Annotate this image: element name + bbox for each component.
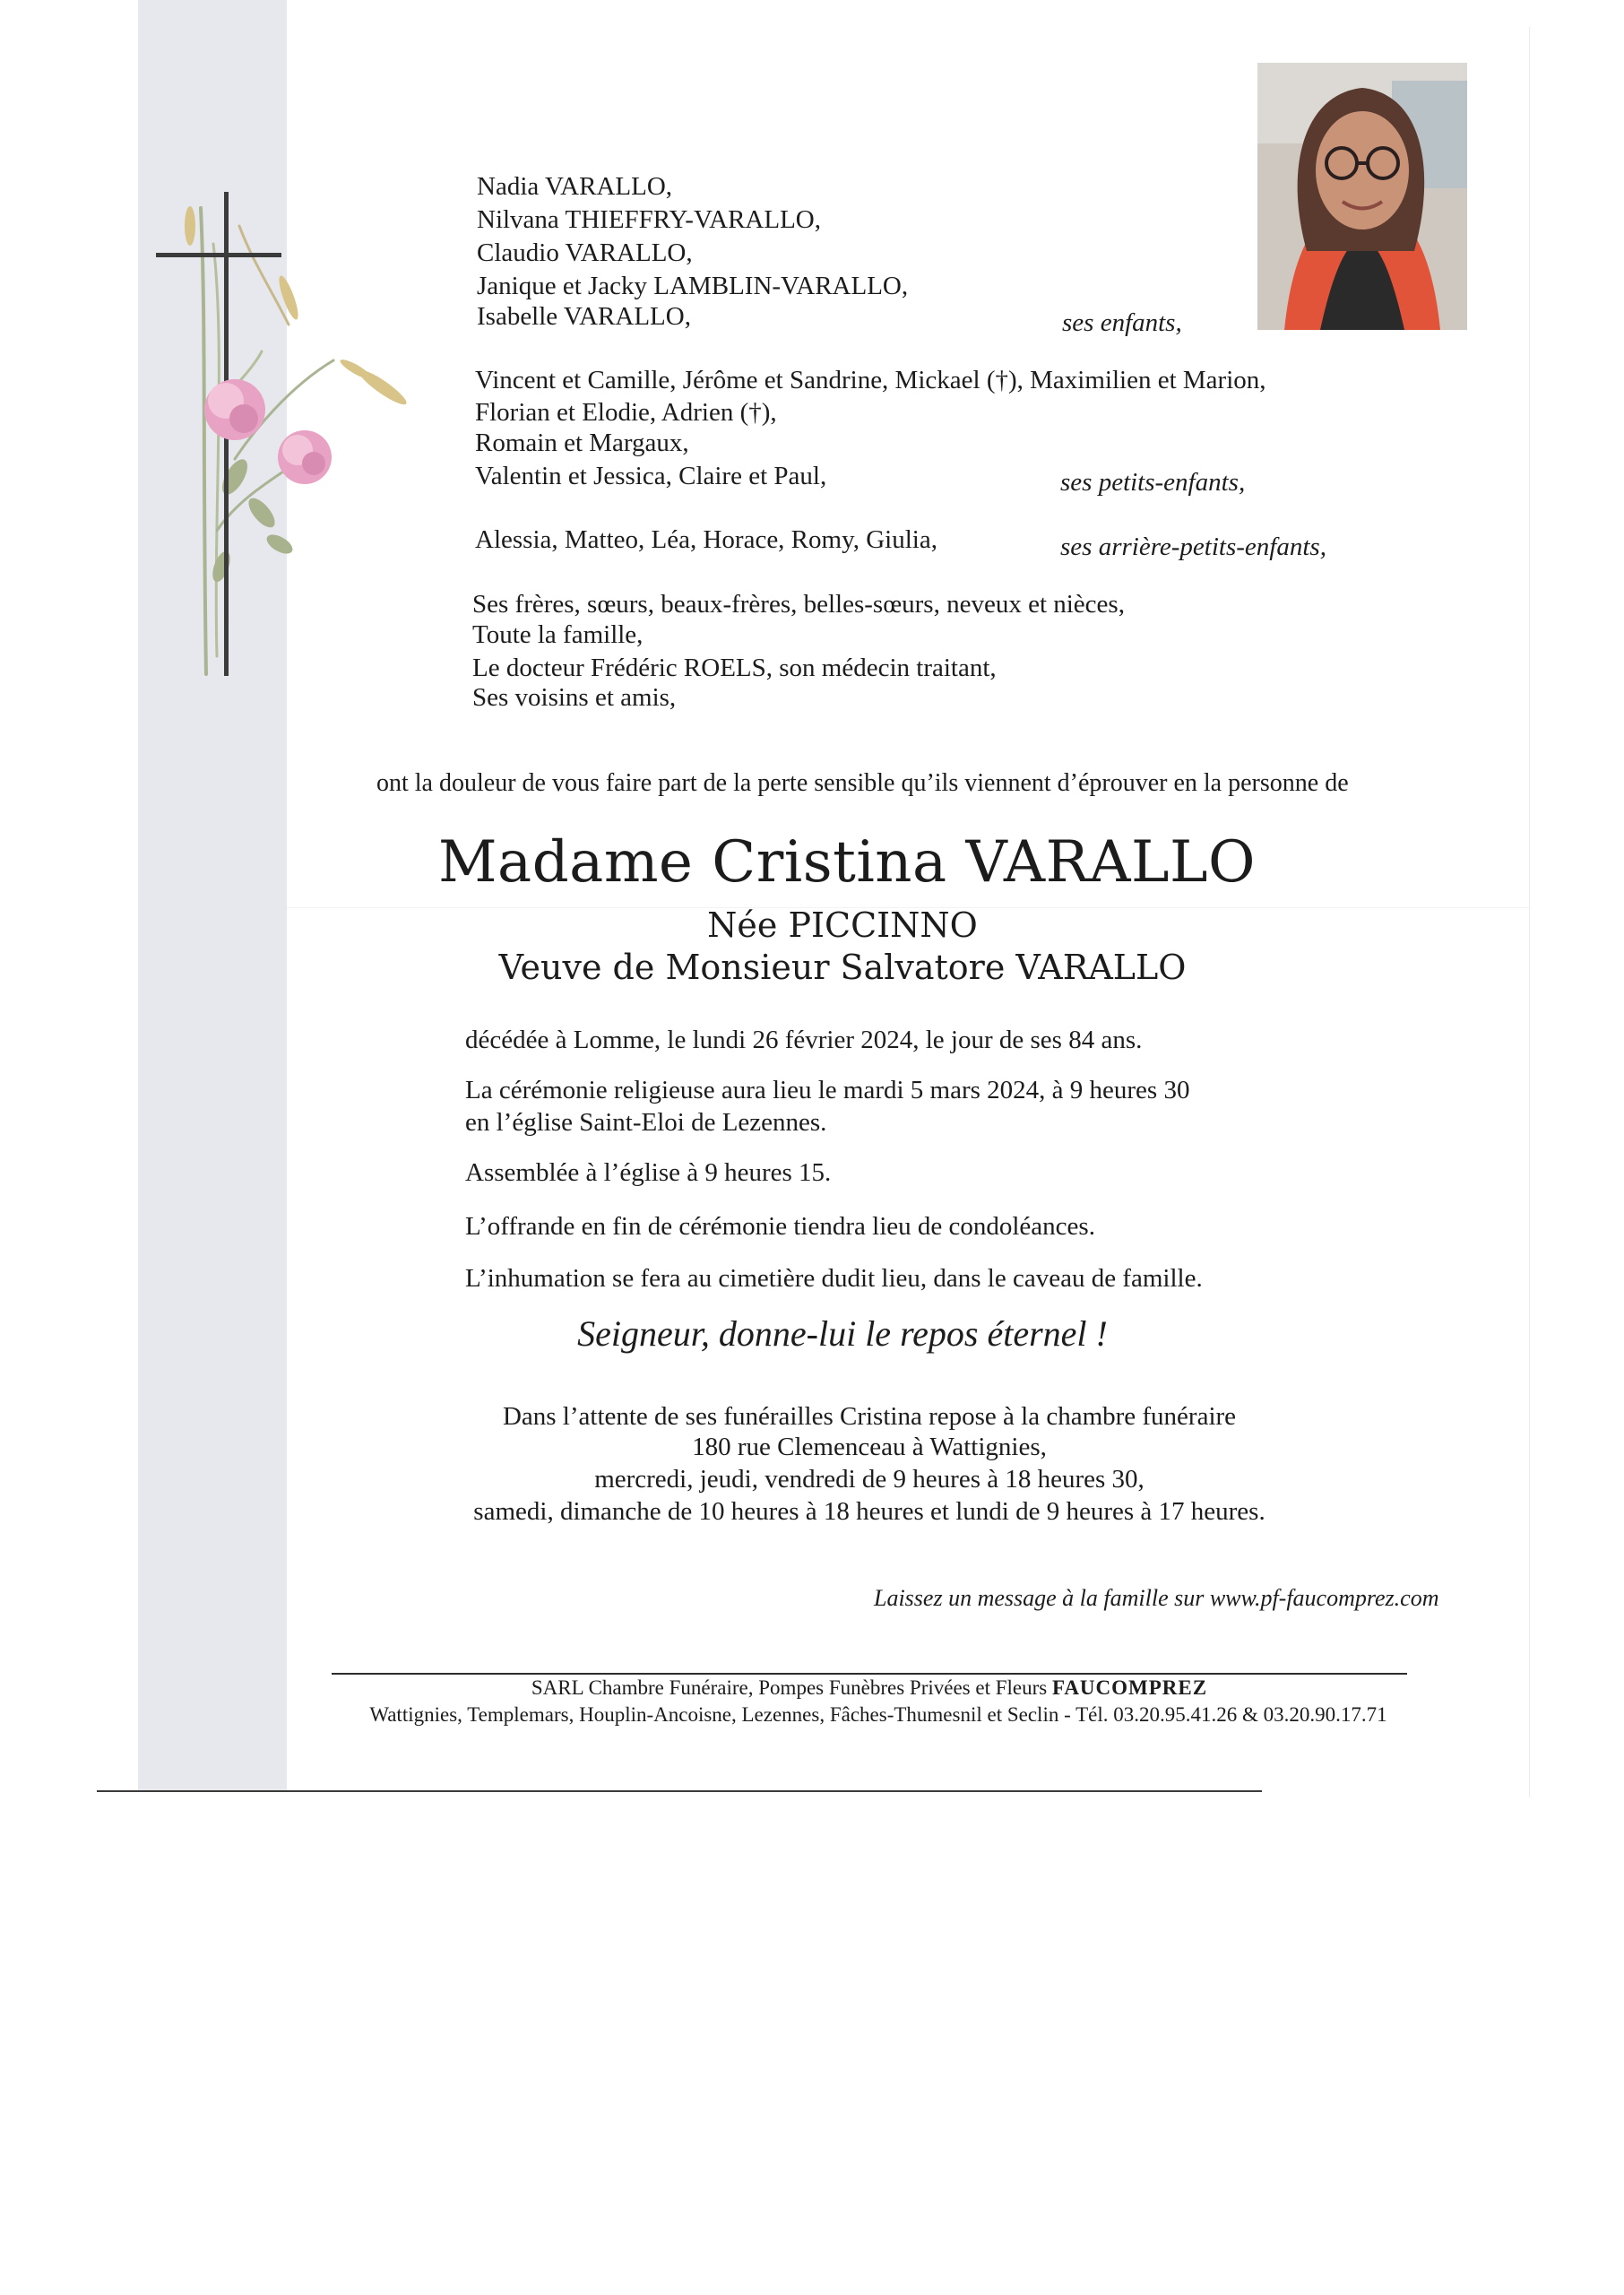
offering-details: L’offrande en fin de cérémonie tiendra lieu de condoléances. bbox=[465, 1212, 1095, 1241]
assembly-details: Assemblée à l’église à 9 heures 15. bbox=[465, 1158, 832, 1187]
great-grandchildren-line: Alessia, Matteo, Léa, Horace, Romy, Giulia, bbox=[475, 525, 937, 554]
grandchildren-line: Romain et Margaux, bbox=[475, 429, 689, 457]
others-line: Toute la famille, bbox=[472, 620, 644, 649]
announcement-text: ont la douleur de vous faire part de la perte sensible qu’ils viennent d’éprouver en la personne de bbox=[376, 769, 1349, 797]
footer-brand: FAUCOMPREZ bbox=[1051, 1676, 1208, 1699]
paper-edge bbox=[1529, 27, 1530, 1797]
death-details: décédée à Lomme, le lundi 26 février 2024, le jour de ses 84 ans. bbox=[465, 1026, 1143, 1054]
great-grandchildren-relation: ses arrière-petits-enfants, bbox=[1060, 533, 1326, 561]
grandchildren-line: Valentin et Jessica, Claire et Paul, bbox=[475, 462, 827, 490]
ceremony-details: La cérémonie religieuse aura lieu le mardi 5 mars 2024, à 9 heures 30 bbox=[465, 1076, 1190, 1104]
visitation-line: samedi, dimanche de 10 heures à 18 heures et lundi de 9 heures à 17 heures. bbox=[473, 1497, 1266, 1526]
ceremony-location: en l’église Saint-Eloi de Lezennes. bbox=[465, 1108, 827, 1137]
deceased-name: Madame Cristina VARALLO bbox=[438, 829, 1256, 896]
grandchildren-line: Florian et Elodie, Adrien (†), bbox=[475, 398, 777, 427]
child-name: Nilvana THIEFFRY-VARALLO, bbox=[477, 205, 821, 234]
child-name: Isabelle VARALLO, bbox=[477, 302, 691, 331]
footer-locations: Wattignies, Templemars, Houplin-Ancoisne, Lezennes, Fâches-Thumesnil et Seclin - Tél. 03.20.95.41.26 & 03.20.90.17.71 bbox=[369, 1703, 1387, 1726]
footer-company bbox=[332, 1676, 1407, 1700]
prayer-text: Seigneur, donne-lui le repos éternel ! bbox=[577, 1313, 1108, 1354]
grandchildren-line: Vincent et Camille, Jérôme et Sandrine, Mickael (†), Maximilien et Marion, bbox=[475, 366, 1266, 394]
message-link[interactable]: Laissez un message à la famille sur www.pf-faucomprez.com bbox=[874, 1585, 1439, 1611]
visitation-line: mercredi, jeudi, vendredi de 9 heures à 18 heures 30, bbox=[594, 1465, 1145, 1494]
deceased-widow-of: Veuve de Monsieur Salvatore VARALLO bbox=[498, 948, 1187, 987]
child-name: Nadia VARALLO, bbox=[477, 172, 673, 201]
visitation-line: 180 rue Clemenceau à Wattignies, bbox=[692, 1433, 1047, 1461]
portrait-photo bbox=[1257, 63, 1467, 330]
deceased-maiden-name: Née PICCINNO bbox=[707, 905, 978, 945]
paper-bottom-edge bbox=[97, 1790, 1262, 1792]
child-name: Claudio VARALLO, bbox=[477, 238, 693, 267]
child-name: Janique et Jacky LAMBLIN-VARALLO, bbox=[477, 272, 909, 300]
others-line: Le docteur Frédéric ROELS, son médecin traitant, bbox=[472, 654, 997, 682]
footer-rule bbox=[332, 1673, 1407, 1675]
footer-company-text: SARL Chambre Funéraire, Pompes Funèbres Privées et Fleurs bbox=[531, 1676, 1048, 1699]
grandchildren-relation: ses petits-enfants, bbox=[1060, 468, 1246, 497]
visitation-line: Dans l’attente de ses funérailles Cristina repose à la chambre funéraire bbox=[502, 1402, 1237, 1431]
others-line: Ses voisins et amis, bbox=[472, 683, 677, 712]
burial-details: L’inhumation se fera au cimetière dudit lieu, dans le caveau de famille. bbox=[465, 1264, 1203, 1293]
others-line: Ses frères, sœurs, beaux-frères, belles-sœurs, neveux et nièces, bbox=[472, 590, 1125, 619]
children-relation: ses enfants, bbox=[1062, 308, 1182, 337]
cross-with-flowers-icon bbox=[154, 190, 423, 692]
